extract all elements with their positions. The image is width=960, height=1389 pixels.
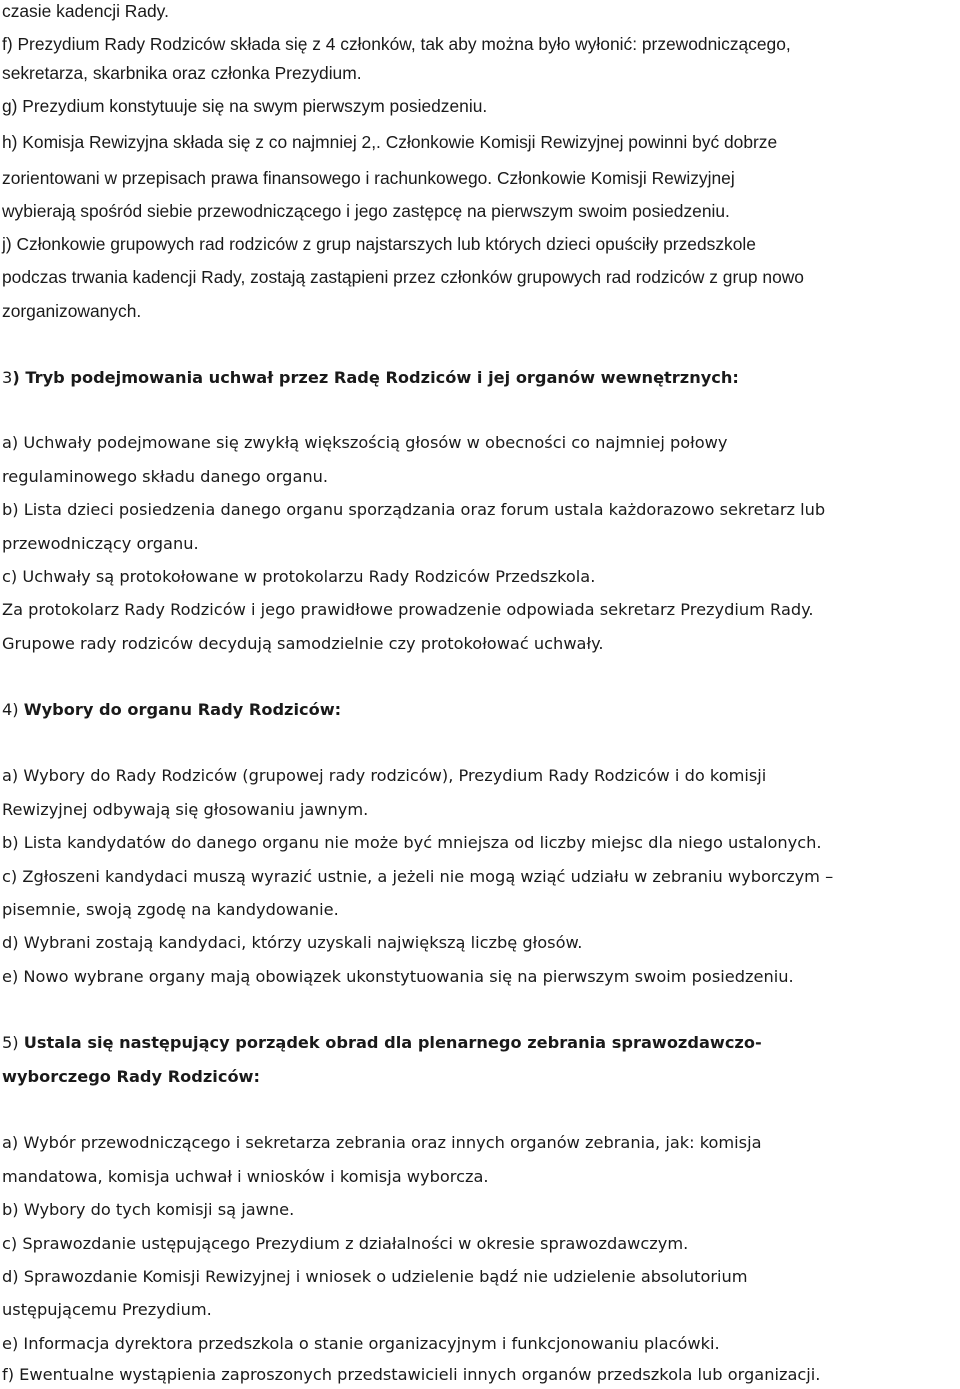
text-line: wybierają spośród siebie przewodniczącego i jego zastępcę na pierwszym swoim posiedzeniu.	[2, 201, 730, 221]
text-line: mandatowa, komisja uchwał i wniosków i komisja wyborcza.	[2, 1167, 489, 1186]
text-line: e) Informacja dyrektora przedszkola o stanie organizacyjnym i funkcjonowaniu placówki.	[2, 1334, 720, 1353]
text-line: b) Lista kandydatów do danego organu nie może być mniejsza od liczby miejsc dla niego ustalonych.	[2, 833, 822, 852]
text-line: a) Uchwały podejmowane się zwykłą większością głosów w obecności co najmniej połowy	[2, 433, 728, 452]
text-line: pisemnie, swoją zgodę na kandydowanie.	[2, 900, 339, 919]
section-heading-3	[2, 367, 739, 389]
text-line: b) Lista dzieci posiedzenia danego organu sporządzania oraz forum ustala każdorazowo sekretarz lub	[2, 500, 826, 519]
text-line: g) Prezydium konstytuuje się na swym pierwszym posiedzeniu.	[2, 96, 488, 116]
text-line: c) Zgłoszeni kandydaci muszą wyrazić ustnie, a jeżeli nie mogą wziąć udziału w zebraniu wyborczym –	[2, 867, 834, 886]
text-line: c) Uchwały są protokołowane w protokolarzu Rady Rodziców Przedszkola.	[2, 567, 596, 586]
text-line: j) Członkowie grupowych rad rodziców z grup najstarszych lub których dzieci opuściły przedszkole	[2, 234, 756, 254]
text-line: regulaminowego składu danego organu.	[2, 467, 329, 486]
text-line: Grupowe rady rodziców decydują samodzielnie czy protokołować uchwały.	[2, 634, 604, 653]
section-title-cont: wyborczego Rady Rodziców:	[2, 1067, 260, 1086]
text-line: przewodniczący organu.	[2, 534, 199, 553]
section-number: 5)	[2, 1033, 24, 1052]
text-line: sekretarza, skarbnika oraz członka Prezydium.	[2, 63, 362, 83]
section-number: 4)	[2, 700, 24, 719]
text-line: Rewizyjnej odbywają się głosowaniu jawnym.	[2, 800, 369, 819]
section-heading-5	[2, 1032, 762, 1054]
text-line: e) Nowo wybrane organy mają obowiązek ukonstytuowania się na pierwszym swoim posiedzeniu.	[2, 967, 794, 986]
text-line: a) Wybór przewodniczącego i sekretarza zebrania oraz innych organów zebrania, jak: komisja	[2, 1133, 762, 1152]
text-line: Za protokolarz Rady Rodziców i jego prawidłowe prowadzenie odpowiada sekretarz Prezydium Rady.	[2, 600, 814, 619]
section-title: Wybory do organu Rady Rodziców:	[23, 700, 342, 719]
text-line: d) Sprawozdanie Komisji Rewizyjnej i wniosek o udzielenie bądź nie udzielenie absolutorium	[2, 1267, 748, 1286]
text-line: d) Wybrani zostają kandydaci, którzy uzyskali największą liczbę głosów.	[2, 933, 583, 952]
text-line: a) Wybory do Rady Rodziców (grupowej rady rodziców), Prezydium Rady Rodziców i do komisji	[2, 766, 767, 785]
text-line: h) Komisja Rewizyjna składa się z co najmniej 2,. Członkowie Komisji Rewizyjnej powinni być dobrze	[2, 132, 778, 152]
section-title: ) Tryb podejmowania uchwał przez Radę Rodziców i jej organów wewnętrznych:	[12, 368, 739, 387]
text-line: c) Sprawozdanie ustępującego Prezydium z działalności w okresie sprawozdawczym.	[2, 1234, 689, 1253]
section-heading-4	[2, 699, 341, 721]
section-title: Ustala się następujący porządek obrad dla plenarnego zebrania sprawozdawczo-	[23, 1033, 762, 1052]
section-number: 3	[2, 368, 13, 387]
text-line: zorganizowanych.	[2, 301, 142, 321]
text-line: czasie kadencji Rady.	[2, 1, 169, 21]
section-heading-5-cont	[2, 1066, 260, 1088]
text-line: f) Prezydium Rady Rodziców składa się z 4 członków, tak aby można było wyłonić: przewodniczącego,	[2, 34, 791, 54]
text-line: ustępującemu Prezydium.	[2, 1300, 212, 1319]
text-line: f) Ewentualne wystąpienia zaproszonych przedstawicieli innych organów przedszkola lub organizacji.	[2, 1365, 821, 1384]
text-line: b) Wybory do tych komisji są jawne.	[2, 1200, 295, 1219]
text-line: zorientowani w przepisach prawa finansowego i rachunkowego. Członkowie Komisji Rewizyjnej	[2, 168, 735, 188]
text-line: podczas trwania kadencji Rady, zostają zastąpieni przez członków grupowych rad rodziców z grup nowo	[2, 267, 804, 287]
